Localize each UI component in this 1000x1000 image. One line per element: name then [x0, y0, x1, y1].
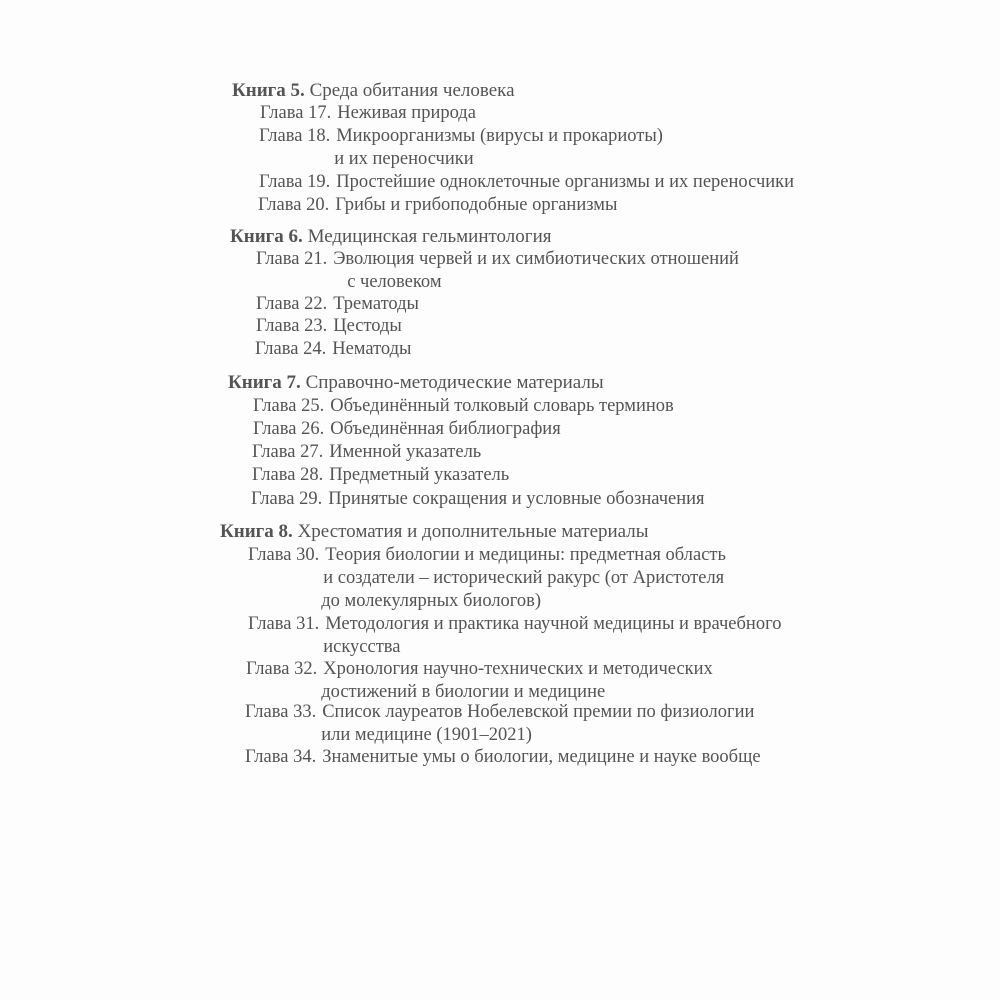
- book-6-heading: [230, 225, 552, 248]
- chapter-title-line: Список лауреатов Нобелевской премии по физиологии: [322, 702, 755, 722]
- chapter-title-line: Принятые сокращения и условные обозначения: [328, 489, 705, 509]
- book-label: Книга 8.: [220, 521, 293, 542]
- chapter-27: [252, 441, 481, 464]
- chapter-number: Глава 22.: [256, 294, 328, 314]
- chapter-34: [245, 746, 761, 769]
- chapter-number: Глава 30.: [248, 545, 320, 565]
- chapter-number: Глава 26.: [253, 419, 325, 439]
- chapter-title-line: Именной указатель: [329, 442, 482, 462]
- chapter-title-line: и создатели – исторический ракурс (от Аристотеля: [323, 568, 725, 588]
- chapter-23: [256, 315, 402, 338]
- chapter-29: [251, 488, 705, 511]
- chapter-title-line: Теория биологии и медицины: предметная область: [325, 545, 726, 565]
- chapter-18: [259, 125, 663, 171]
- chapter-title-line: Трематоды: [333, 294, 419, 314]
- chapter-number: Глава 23.: [256, 316, 328, 336]
- chapter-32: [246, 658, 713, 704]
- book-title: Медицинская гельминтология: [307, 226, 552, 247]
- book-8-heading: [220, 520, 649, 543]
- chapter-number: Глава 18.: [259, 126, 331, 146]
- book-5-heading: [232, 79, 515, 102]
- chapter-number: Глава 28.: [252, 465, 324, 485]
- chapter-title-line: искусства: [323, 637, 401, 657]
- chapter-number: Глава 24.: [255, 339, 327, 359]
- book-title: Среда обитания человека: [309, 80, 515, 101]
- chapter-title-line: Методология и практика научной медицины и врачебного: [325, 614, 782, 634]
- chapter-number: Глава 32.: [246, 659, 318, 679]
- chapter-title-line: Эволюция червей и их симбиотических отношений: [333, 249, 739, 269]
- chapter-number: Глава 25.: [253, 396, 325, 416]
- chapter-number: Глава 29.: [251, 489, 323, 509]
- chapter-number: Глава 33.: [245, 702, 317, 722]
- chapter-title-line: Хронология научно-технических и методических: [323, 659, 713, 679]
- chapter-number: Глава 19.: [259, 172, 331, 192]
- chapter-title-line: или медицине (1901–2021): [321, 725, 532, 745]
- chapter-title-line: Микроорганизмы (вирусы и прокариоты): [336, 126, 663, 146]
- book-7-heading: [228, 371, 604, 394]
- chapter-number: Глава 31.: [248, 614, 320, 634]
- book-label: Книга 6.: [230, 226, 303, 247]
- chapter-title-line: Простейшие одноклеточные организмы и их переносчики: [336, 172, 795, 192]
- chapter-17: [260, 102, 476, 125]
- book-label: Книга 5.: [232, 80, 305, 101]
- chapter-number: Глава 21.: [256, 249, 328, 269]
- chapter-24: [255, 338, 412, 361]
- chapter-33: [245, 701, 754, 747]
- chapter-number: Глава 20.: [258, 195, 330, 215]
- chapter-28: [252, 464, 509, 487]
- chapter-title-line: до молекулярных биологов): [321, 591, 542, 611]
- chapter-20: [258, 194, 617, 217]
- chapter-30: [248, 544, 726, 613]
- chapter-19: [259, 171, 794, 194]
- chapter-title-line: Неживая природа: [337, 103, 476, 123]
- chapter-title-line: Грибы и грибоподобные организмы: [335, 195, 618, 215]
- chapter-title-line: с человеком: [347, 272, 442, 292]
- chapter-22: [256, 293, 419, 316]
- chapter-title-line: и их переносчики: [334, 149, 474, 169]
- chapter-number: Глава 34.: [245, 747, 317, 767]
- chapter-26: [253, 418, 561, 441]
- chapter-25: [253, 395, 674, 418]
- chapter-title-line: Нематоды: [332, 339, 412, 359]
- chapter-title-line: Цестоды: [333, 316, 402, 336]
- chapter-21: [256, 248, 739, 294]
- chapter-title-line: Знаменитые умы о биологии, медицине и науке вообще: [322, 747, 761, 767]
- chapter-title-line: Предметный указатель: [329, 465, 510, 485]
- chapter-title-line: Объединённый толковый словарь терминов: [330, 396, 674, 416]
- chapter-number: Глава 27.: [252, 442, 324, 462]
- chapter-title-line: Объединённая библиография: [330, 419, 561, 439]
- book-label: Книга 7.: [228, 372, 301, 393]
- chapter-31: [248, 613, 781, 659]
- book-title: Хрестоматия и дополнительные материалы: [297, 521, 649, 542]
- chapter-title-line: достижений в биологии и медицине: [321, 682, 606, 702]
- book-title: Справочно-методические материалы: [305, 372, 604, 393]
- chapter-number: Глава 17.: [260, 103, 332, 123]
